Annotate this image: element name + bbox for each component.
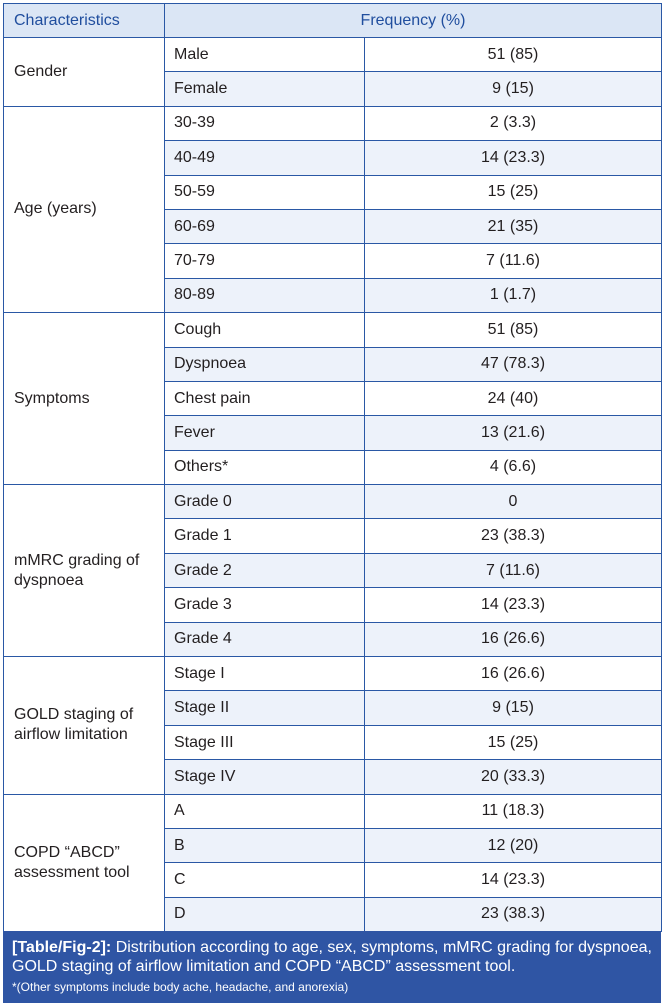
row-value: 16 (26.6): [365, 622, 662, 656]
row-label: Stage I: [165, 657, 365, 691]
row-label: Grade 2: [165, 553, 365, 587]
row-label: Female: [165, 72, 365, 106]
row-label: 80-89: [165, 278, 365, 312]
row-value: 51 (85): [365, 313, 662, 347]
row-value: 7 (11.6): [365, 553, 662, 587]
caption-footnote: *(Other symptoms include body ache, headache, and anorexia): [12, 980, 349, 994]
row-label: Male: [165, 38, 365, 72]
row-label: Stage II: [165, 691, 365, 725]
row-value: 16 (26.6): [365, 657, 662, 691]
row-value: 0: [365, 485, 662, 519]
row-label: Fever: [165, 416, 365, 450]
table-row: [4, 313, 662, 347]
row-value: 13 (21.6): [365, 416, 662, 450]
frequency-table: [3, 3, 662, 932]
row-value: 21 (35): [365, 209, 662, 243]
row-label: 70-79: [165, 244, 365, 278]
row-label: B: [165, 828, 365, 862]
caption-label: [Table/Fig-2]:: [12, 939, 112, 956]
data-table-container: [3, 3, 661, 932]
row-value: 4 (6.6): [365, 450, 662, 484]
row-label: Grade 1: [165, 519, 365, 553]
row-label: A: [165, 794, 365, 828]
caption-description: Distribution according to age, sex, symptoms, mMRC grading for dyspnoea, GOLD staging of airflow limitation and COPD “ABCD” assessment tool.: [12, 939, 652, 975]
row-label: 60-69: [165, 209, 365, 243]
row-label: Dyspnoea: [165, 347, 365, 381]
group-label: mMRC grading of dyspnoea: [4, 485, 165, 657]
row-value: 14 (23.3): [365, 863, 662, 897]
table-row: [4, 106, 662, 140]
table-row: [4, 794, 662, 828]
row-label: Others*: [165, 450, 365, 484]
header-frequency: Frequency (%): [165, 4, 662, 38]
row-value: 9 (15): [365, 691, 662, 725]
row-label: Cough: [165, 313, 365, 347]
row-value: 23 (38.3): [365, 897, 662, 931]
row-value: 20 (33.3): [365, 760, 662, 794]
row-label: Stage IV: [165, 760, 365, 794]
row-value: 7 (11.6): [365, 244, 662, 278]
row-label: Grade 3: [165, 588, 365, 622]
row-label: Stage III: [165, 725, 365, 759]
table-row: [4, 657, 662, 691]
row-label: D: [165, 897, 365, 931]
group-label: Gender: [4, 38, 165, 107]
row-label: Grade 4: [165, 622, 365, 656]
row-label: Grade 0: [165, 485, 365, 519]
row-label: 30-39: [165, 106, 365, 140]
group-label: GOLD staging of airflow limitation: [4, 657, 165, 795]
row-value: 24 (40): [365, 381, 662, 415]
header-characteristics: Characteristics: [4, 4, 165, 38]
group-label: COPD “ABCD” assessment tool: [4, 794, 165, 932]
row-value: 1 (1.7): [365, 278, 662, 312]
group-label: Symptoms: [4, 313, 165, 485]
row-label: C: [165, 863, 365, 897]
row-label: 50-59: [165, 175, 365, 209]
table-body: [4, 38, 662, 932]
row-value: 23 (38.3): [365, 519, 662, 553]
row-value: 2 (3.3): [365, 106, 662, 140]
row-value: 51 (85): [365, 38, 662, 72]
caption-text-block: [12, 938, 652, 976]
row-value: 15 (25): [365, 175, 662, 209]
row-value: 47 (78.3): [365, 347, 662, 381]
row-value: 11 (18.3): [365, 794, 662, 828]
row-label: Chest pain: [165, 381, 365, 415]
table-row: [4, 485, 662, 519]
row-value: 9 (15): [365, 72, 662, 106]
table-row: [4, 38, 662, 72]
row-value: 14 (23.3): [365, 588, 662, 622]
table-caption: [3, 931, 661, 1003]
table-header-row: [4, 4, 662, 38]
row-value: 15 (25): [365, 725, 662, 759]
row-value: 14 (23.3): [365, 141, 662, 175]
row-label: 40-49: [165, 141, 365, 175]
group-label: Age (years): [4, 106, 165, 312]
row-value: 12 (20): [365, 828, 662, 862]
